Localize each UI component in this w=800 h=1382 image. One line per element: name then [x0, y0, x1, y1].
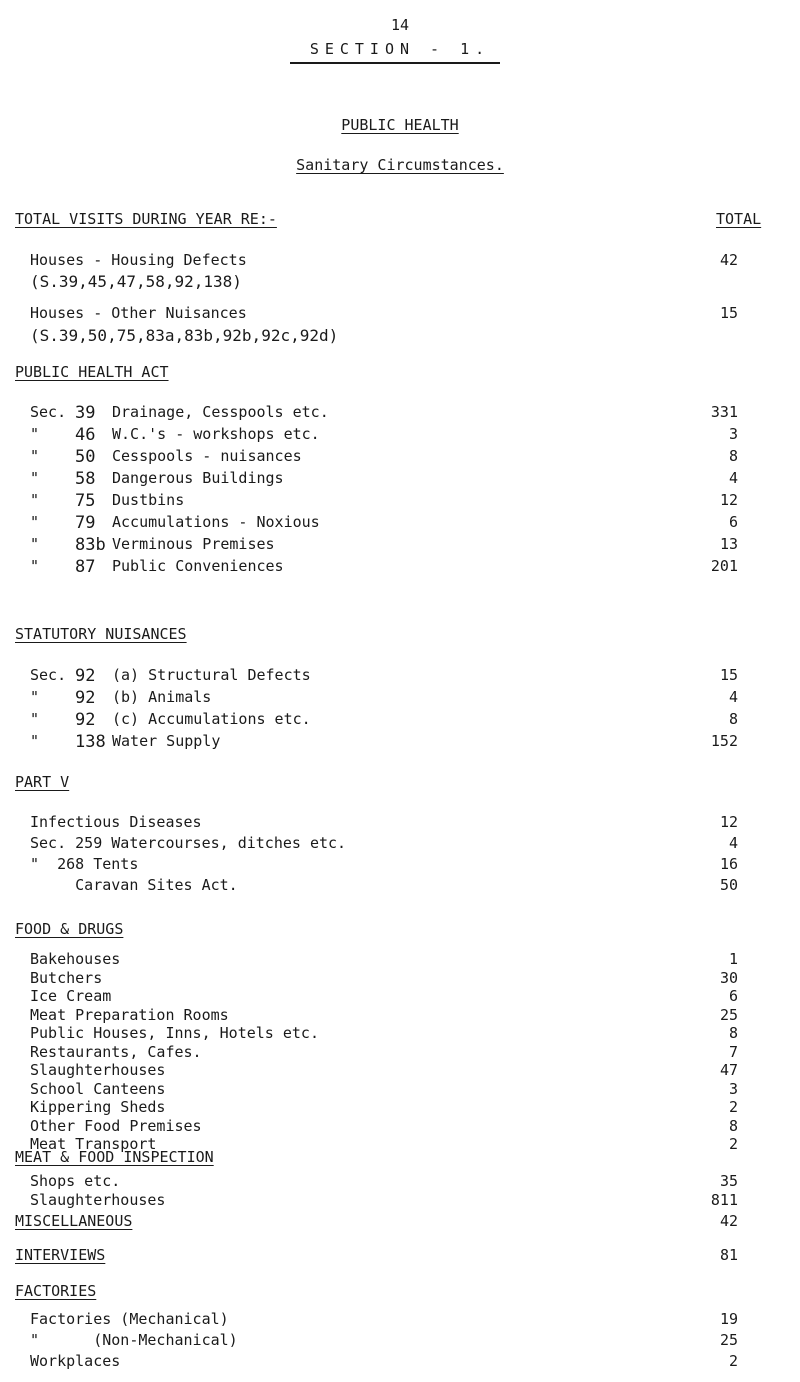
- sec-number: 92: [75, 688, 96, 708]
- row-label: Dustbins: [112, 491, 185, 509]
- row-label: Houses - Other Nuisances: [30, 304, 247, 322]
- sec-number: 50: [75, 447, 96, 467]
- interviews-row: [0, 1246, 800, 1268]
- nuisance-row: [0, 732, 800, 754]
- row-sub-label: (S.39,45,47,58,92,138): [30, 272, 242, 291]
- row-value: 42: [719, 251, 738, 269]
- row-label: Caravan Sites Act.: [30, 876, 238, 894]
- row-label: Meat Preparation Rooms: [30, 1005, 229, 1024]
- row-sub-label: (S.39,50,75,83a,83b,92b,92c,92d): [30, 326, 339, 345]
- section-heading: MISCELLANEOUS: [15, 1212, 133, 1230]
- row-value: 6: [728, 987, 738, 1005]
- section-heading: MEAT & FOOD INSPECTION: [15, 1148, 214, 1166]
- houses-row-1: [0, 251, 800, 273]
- row-value: 12: [719, 491, 738, 509]
- subheading: Sanitary Circumstances.: [296, 156, 504, 174]
- section-heading: PART V: [15, 773, 70, 791]
- sec-prefix: ": [30, 425, 40, 443]
- heading: PUBLIC HEALTH: [341, 116, 459, 134]
- row-label: Kippering Sheds: [30, 1098, 166, 1116]
- sec-prefix: ": [30, 732, 40, 750]
- act-row: [0, 469, 800, 491]
- sec-number: 87: [75, 557, 96, 577]
- row-value: 50: [719, 876, 738, 894]
- row-value: 25: [719, 1331, 738, 1349]
- row-label: Sec. 259 Watercourses, ditches etc.: [30, 834, 347, 852]
- sec-prefix: Sec.: [30, 403, 67, 421]
- row-value: 2: [728, 1098, 738, 1116]
- row-label: Factories (Mechanical): [30, 1310, 229, 1328]
- row-value: 30: [719, 968, 738, 987]
- row-label: Shops etc.: [30, 1172, 121, 1190]
- row-value: 6: [728, 513, 738, 531]
- row-label: Houses - Housing Defects: [30, 251, 247, 269]
- sec-prefix: ": [30, 447, 40, 465]
- houses-row-2-sub: [0, 326, 800, 348]
- row-label: Verminous Premises: [112, 535, 275, 553]
- act-row: [0, 403, 800, 425]
- section-title: SECTION - 1.: [309, 40, 491, 58]
- sec-prefix: ": [30, 469, 40, 487]
- row-label: (b) Animals: [112, 688, 212, 706]
- row-value: 35: [719, 1172, 738, 1190]
- row-label: Dangerous Buildings: [112, 469, 284, 487]
- sec-number: 39: [75, 403, 96, 423]
- row-value: 331: [710, 403, 738, 421]
- row-label: Restaurants, Cafes.: [30, 1042, 202, 1061]
- row-label: Drainage, Cesspools etc.: [112, 403, 329, 421]
- factory-row: [0, 1331, 800, 1353]
- sec-prefix: ": [30, 688, 40, 706]
- sec-prefix: ": [30, 491, 40, 509]
- row-label: Accumulations - Noxious: [112, 513, 320, 531]
- houses-row-2: [0, 304, 800, 326]
- row-value: 811: [710, 1191, 738, 1209]
- row-label: Water Supply: [112, 732, 221, 750]
- row-value: 4: [728, 688, 738, 706]
- row-value: 7: [728, 1042, 738, 1061]
- row-value: 3: [728, 425, 738, 443]
- row-value: 8: [728, 1024, 738, 1042]
- sec-prefix: ": [30, 557, 40, 575]
- row-label: Slaughterhouses: [30, 1061, 166, 1079]
- row-label: (c) Accumulations etc.: [112, 710, 311, 728]
- section-heading: INTERVIEWS: [15, 1246, 106, 1264]
- row-value: 1: [728, 950, 738, 968]
- row-value: 12: [719, 813, 738, 831]
- act-row: [0, 535, 800, 557]
- row-label: " (Non-Mechanical): [30, 1331, 238, 1349]
- row-value: 2: [728, 1352, 738, 1370]
- factory-row: [0, 1352, 800, 1374]
- row-value: 8: [728, 447, 738, 465]
- section-heading: STATUTORY NUISANCES: [15, 625, 187, 643]
- row-value: 2: [728, 1135, 738, 1153]
- row-label: School Canteens: [30, 1079, 166, 1098]
- row-value: 15: [719, 304, 738, 322]
- nuisance-row: [0, 688, 800, 710]
- row-value: 13: [719, 535, 738, 553]
- act-row: [0, 425, 800, 447]
- act-row: [0, 557, 800, 579]
- section-heading: PUBLIC HEALTH ACT: [15, 363, 169, 381]
- sec-number: 79: [75, 513, 96, 533]
- row-label: Bakehouses: [30, 950, 121, 968]
- sec-prefix: ": [30, 513, 40, 531]
- row-value: 19: [719, 1310, 738, 1328]
- visits-heading: TOTAL VISITS DURING YEAR RE:-: [15, 210, 277, 228]
- row-value: 42: [719, 1212, 738, 1230]
- section-rule: [290, 62, 500, 64]
- row-label: Butchers: [30, 968, 103, 987]
- row-value: 201: [710, 557, 738, 575]
- sec-number: 138: [75, 732, 106, 752]
- row-label: W.C.'s - workshops etc.: [112, 425, 320, 443]
- part-v-row: [0, 855, 800, 877]
- factory-row: [0, 1310, 800, 1332]
- row-label: Meat Transport: [30, 1135, 157, 1153]
- row-label: Slaughterhouses: [30, 1191, 166, 1209]
- sec-number: 46: [75, 425, 96, 445]
- sec-prefix: ": [30, 710, 40, 728]
- part-v-row: [0, 876, 800, 898]
- act-row: [0, 447, 800, 469]
- row-value: 8: [728, 1116, 738, 1135]
- section-heading: FOOD & DRUGS: [15, 920, 124, 938]
- sec-number: 75: [75, 491, 96, 511]
- page-number: 14: [390, 16, 410, 34]
- total-heading: TOTAL: [716, 210, 762, 228]
- row-label: Cesspools - nuisances: [112, 447, 302, 465]
- row-label: (a) Structural Defects: [112, 666, 311, 684]
- nuisance-row: [0, 666, 800, 688]
- row-label: Public Houses, Inns, Hotels etc.: [30, 1024, 319, 1042]
- row-value: 4: [728, 834, 738, 852]
- sec-number: 58: [75, 469, 96, 489]
- sec-number: 92: [75, 710, 96, 730]
- part-v-row: [0, 834, 800, 856]
- row-label: Infectious Diseases: [30, 813, 202, 831]
- row-value: 8: [728, 710, 738, 728]
- sec-number: 83b: [75, 535, 106, 555]
- row-value: 152: [710, 732, 738, 750]
- sec-number: 92: [75, 666, 96, 686]
- row-value: 47: [719, 1061, 738, 1079]
- row-label: Public Conveniences: [112, 557, 284, 575]
- inspection-row: [0, 1191, 800, 1213]
- row-value: 15: [719, 666, 738, 684]
- row-value: 3: [728, 1079, 738, 1098]
- miscellaneous-row: [0, 1212, 800, 1234]
- nuisance-row: [0, 710, 800, 732]
- sec-prefix: Sec.: [30, 666, 67, 684]
- row-label: Workplaces: [30, 1352, 121, 1370]
- act-row: [0, 491, 800, 513]
- row-label: Ice Cream: [30, 987, 112, 1005]
- part-v-row: [0, 813, 800, 835]
- row-label: " 268 Tents: [30, 855, 139, 873]
- section-heading: FACTORIES: [15, 1282, 97, 1300]
- act-row: [0, 513, 800, 535]
- row-label: Other Food Premises: [30, 1116, 202, 1135]
- row-value: 25: [719, 1005, 738, 1024]
- sec-prefix: ": [30, 535, 40, 553]
- houses-row-1-sub: [0, 272, 800, 294]
- row-value: 16: [719, 855, 738, 873]
- row-value: 4: [728, 469, 738, 487]
- row-value: 81: [719, 1246, 738, 1264]
